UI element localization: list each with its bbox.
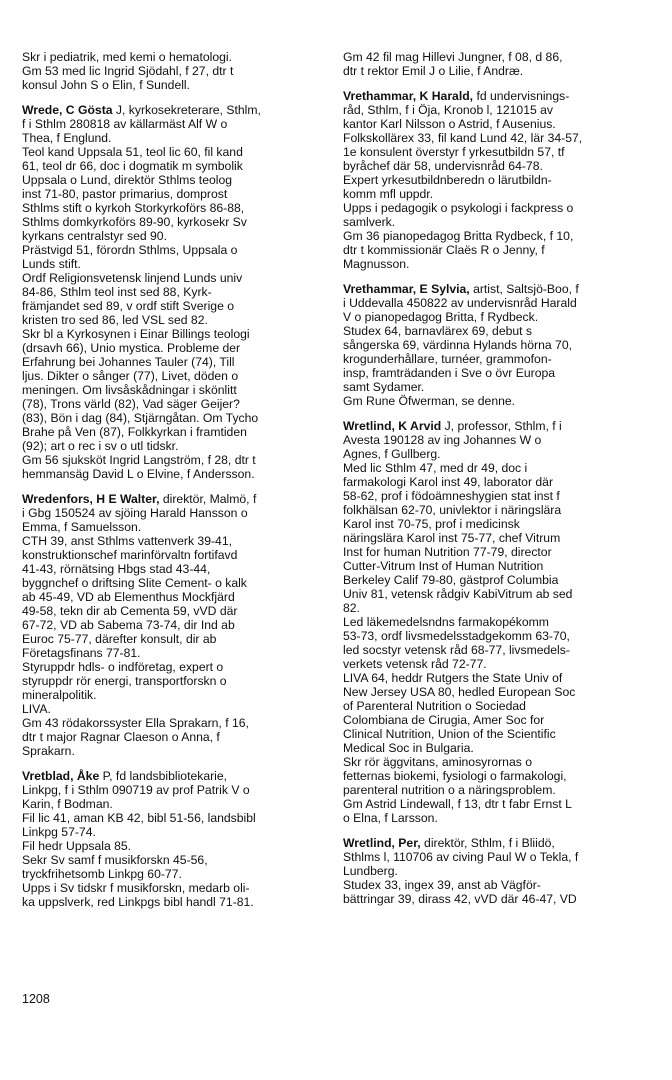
- entry-first-line: [22, 769, 322, 783]
- entry-line: of Parenteral Nutrition o Sociedad: [343, 699, 526, 713]
- entry-text: fd undervisnings-: [473, 89, 570, 103]
- entry: [22, 492, 322, 758]
- entry-line: Fil hedr Uppsala 85.: [22, 839, 132, 853]
- page-number: 1208: [22, 992, 50, 1006]
- entry-line: kristen tro sed 86, led VSL sed 82.: [22, 313, 208, 327]
- entry-name-heading: Vrethammar, K Harald,: [343, 89, 474, 103]
- entry-line: Gm 53 med lic Ingrid Sjödahl, f 27, dtr t: [22, 64, 234, 78]
- entry-line: i Gbg 150524 av sjöing Harald Hansson o: [22, 506, 248, 520]
- entry-line: Teol kand Uppsala 51, teol lic 60, fil kand: [22, 145, 243, 159]
- entry-line: Fil lic 41, aman KB 42, bibl 51-56, landsbibl: [22, 811, 256, 825]
- entry-line: näringslära Karol inst 75-77, chef Vitrum: [343, 531, 561, 545]
- entry-line: Lundberg.: [343, 864, 398, 878]
- entry-line: Colombiana de Cirugia, Amer Soc for: [343, 713, 545, 727]
- entry-line: Skr i pediatrik, med kemi o hematologi.: [22, 50, 232, 64]
- entry-first-line: [22, 103, 322, 117]
- entry: [343, 282, 643, 408]
- entry-line: Led läkemedelsndns farmakopékomm: [343, 615, 549, 629]
- entry-line: Thea, f Englund.: [22, 131, 112, 145]
- entry-line: ab 45-49, VD ab Elementhus Mockfjärd: [22, 590, 235, 604]
- entry-line: Upps i Sv tidskr f musikforskn, medarb oli-: [22, 881, 250, 895]
- entry-line: komm mfl uppdr.: [343, 187, 434, 201]
- entry-line: parenteral nutrition o a näringsproblem.: [343, 783, 556, 797]
- entry-line: 53-73, ordf livsmedelsstadgekomm 63-70,: [343, 629, 570, 643]
- entry-line: Studex 64, barnavlärex 69, debut s: [343, 324, 533, 338]
- entry: [22, 769, 322, 909]
- entry-text: direktör, Sthlm, f i Bliidö,: [420, 836, 555, 850]
- entry-line: CTH 39, anst Sthlms vattenverk 39-41,: [22, 534, 232, 548]
- entry-line: hemmansäg David L o Elvine, f Andersson.: [22, 467, 255, 481]
- entry-line: dtr t major Ragnar Claeson o Anna, f: [22, 730, 220, 744]
- entry-name-heading: Wredenfors, H E Walter,: [22, 492, 160, 506]
- entry-line: Med lic Sthlm 47, med dr 49, doc i: [343, 461, 528, 475]
- entry-text: J, kyrkosekreterare, Sthlm,: [112, 103, 261, 117]
- entry-line: Upps i pedagogik o psykologi i fackpress o: [343, 201, 574, 215]
- entry-line: mineralpolitik.: [22, 688, 97, 702]
- entry-line: V o pianopedagog Britta, f Rydbeck.: [343, 310, 539, 324]
- entry-line: Gm Astrid Lindewall, f 13, dtr t fabr Ernst L: [343, 797, 572, 811]
- entry-line: Prästvigd 51, förordn Sthlms, Uppsala o: [22, 243, 238, 257]
- entry-line: Sprakarn.: [22, 744, 75, 758]
- entry-first-line: [22, 492, 322, 506]
- entry-line: verkets vetensk råd 72-77.: [343, 657, 487, 671]
- entry-line: led socstyr vetensk råd 68-77, livsmedels-: [343, 643, 570, 657]
- entry-line: 61, teol dr 66, doc i dogmatik m symbolik: [22, 159, 243, 173]
- entry-text: artist, Saltsjö-Boo, f: [469, 282, 579, 296]
- entry-line: 84-86, Sthlm teol inst sed 88, Kyrk-: [22, 285, 212, 299]
- entry-line: ka uppslverk, red Linkpgs bibl handl 71-81.: [22, 895, 254, 909]
- entry-line: 1e konsulent överstyr f yrkesutbildn 57, tf: [343, 145, 565, 159]
- entry-line: Expert yrkesutbildnberedn o lärutbildn-: [343, 173, 552, 187]
- entry-line: dtr t kommissionär Claës R o Jenny, f: [343, 243, 545, 257]
- entry-line: Cutter-Vitrum Inst of Human Nutrition: [343, 559, 544, 573]
- entry-first-line: [343, 89, 643, 103]
- entry-line: kantor Karl Nilsson o Astrid, f Ausenius.: [343, 117, 556, 131]
- entry-line: råd, Sthlm, f i Öja, Kronob l, 121015 av: [343, 103, 554, 117]
- entry-line: Linkpg 57-74.: [22, 825, 96, 839]
- entry-line: Erfahrung bei Johannes Tauler (74), Till: [22, 355, 235, 369]
- entry-name-heading: Wretlind, K Arvid: [343, 419, 442, 433]
- entry-line: tryckfrihetsomb Linkpg 60-77.: [22, 867, 182, 881]
- entry-line: sångerska 69, värdinna Hylands hörna 70,: [343, 338, 572, 352]
- entry-line: byggnchef o driftsing Slite Cement- o kalk: [22, 576, 247, 590]
- entry: [343, 836, 643, 906]
- entry-line: Styruppdr hdls- o indföretag, expert o: [22, 660, 224, 674]
- entry-line: Gm 56 sjuksköt Ingrid Langström, f 28, dtr t: [22, 453, 256, 467]
- entry-name-heading: Wretlind, Per,: [343, 836, 421, 850]
- entry-line: Brahe på Ven (87), Folkkyrkan i framtiden: [22, 425, 247, 439]
- entry-line: Avesta 190128 av ing Johannes W o: [343, 433, 542, 447]
- entry-text: J, professor, Sthlm, f i: [441, 419, 562, 433]
- left-column: [22, 50, 322, 920]
- entry-line: bättringar 39, dirass 42, vVD där 46-47, VD: [343, 892, 577, 906]
- entry-line: Sthlms l, 110706 av civing Paul W o Tekla, f: [343, 850, 579, 864]
- entry-line: 49-58, tekn dir ab Cementa 59, vVD där: [22, 604, 238, 618]
- entry-first-line: [343, 836, 643, 850]
- entry-line: Studex 33, ingex 39, anst ab Vägför-: [343, 878, 541, 892]
- entry-line: 67-72, VD ab Sabema 73-74, dir Ind ab: [22, 618, 235, 632]
- entry-line: Agnes, f Gullberg.: [343, 447, 441, 461]
- entry-line: styruppdr rör energi, transportforskn o: [22, 674, 227, 688]
- entry-line: Företagsfinans 77-81.: [22, 646, 141, 660]
- entry: [343, 419, 643, 825]
- entry-line: Lunds stift.: [22, 257, 81, 271]
- entry-line: konsul John S o Elin, f Sundell.: [22, 78, 191, 92]
- entry-line: krogunderhållare, turnéer, grammofon-: [343, 352, 552, 366]
- entry-line: insp, framträdanden i Sve o övr Europa: [343, 366, 556, 380]
- entry-line: Sthlms domkyrkoförs 89-90, kyrkosekr Sv: [22, 215, 247, 229]
- entry-line: meningen. Om livsåskådningar i skönlitt: [22, 383, 237, 397]
- entry-text: direktör, Malmö, f: [159, 492, 257, 506]
- entry: [343, 50, 643, 78]
- entry-line: Skr bl a Kyrkosynen i Einar Billings teologi: [22, 327, 250, 341]
- entry-line: LIVA 64, heddr Rutgers the State Univ of: [343, 671, 563, 685]
- entry-line: Magnusson.: [343, 257, 410, 271]
- entry-line: Sthlms stift o kyrkoh Storkyrkoförs 86-88,: [22, 201, 245, 215]
- entry-line: farmakologi Karol inst 49, laborator där: [343, 475, 554, 489]
- entry-line: Gm Rune Öfwerman, se denne.: [343, 394, 516, 408]
- entry-line: Gm 43 rödakorssyster Ella Sprakarn, f 16,: [22, 716, 249, 730]
- entry-line: Emma, f Samuelsson.: [22, 520, 142, 534]
- entry-line: Linkpg, f i Sthlm 090719 av prof Patrik V o: [22, 783, 250, 797]
- entry: [22, 103, 322, 481]
- entry-line: Berkeley Calif 79-80, gästprof Columbia: [343, 573, 559, 587]
- entry-line: samlverk.: [343, 215, 396, 229]
- entry-first-line: [343, 282, 643, 296]
- right-column: [343, 50, 643, 917]
- entry-line: Gm 42 fil mag Hillevi Jungner, f 08, d 86,: [343, 50, 563, 64]
- entry-line: (78), Trons värld (82), Vad säger Geijer?: [22, 397, 240, 411]
- entry: [343, 89, 643, 271]
- entry-line: konstruktionschef marinförvaltn fortifavd: [22, 548, 238, 562]
- entry-name-heading: Vrethammar, E Sylvia,: [343, 282, 470, 296]
- entry-line: 41-43, rörnätsing Hbgs stad 43-44,: [22, 562, 211, 576]
- entry-line: o Elna, f Larsson.: [343, 811, 438, 825]
- entry-line: Karol inst 70-75, prof i medicinsk: [343, 517, 520, 531]
- entry-line: Clinical Nutrition, Union of the Scientific: [343, 727, 556, 741]
- entry-line: folkhälsan 62-70, univlektor i näringslära: [343, 503, 562, 517]
- entry: [22, 50, 322, 92]
- entry-line: byråchef där 58, undervisnråd 64-78.: [343, 159, 543, 173]
- entry-name-heading: Vretblad, Åke: [22, 769, 100, 783]
- entry-line: dtr t rektor Emil J o Lilie, f Andræ.: [343, 64, 524, 78]
- entry-line: Karin, f Bodman.: [22, 797, 113, 811]
- entry-line: Gm 36 pianopedagog Britta Rydbeck, f 10,: [343, 229, 574, 243]
- entry-line: fetternas biokemi, fysiologi o farmakologi,: [343, 769, 567, 783]
- entry-text: P, fd landsbibliotekarie,: [99, 769, 228, 783]
- entry-line: Euroc 75-77, därefter konsult, dir ab: [22, 632, 217, 646]
- entry-line: kyrkans centralstyr sed 90.: [22, 229, 167, 243]
- entry-line: Univ 81, vetensk rådgiv KabiVitrum ab sed: [343, 587, 573, 601]
- entry-line: Inst for human Nutrition 77-79, director: [343, 545, 552, 559]
- entry-line: (92); art o rec i sv o utl tidskr.: [22, 439, 179, 453]
- entry-first-line: [343, 419, 643, 433]
- entry-name-heading: Wrede, C Gösta: [22, 103, 113, 117]
- entry-line: New Jersey USA 80, hedled European Soc: [343, 685, 576, 699]
- entry-line: i Uddevalla 450822 av undervisnråd Harald: [343, 296, 577, 310]
- entry-line: f i Sthlm 280818 av källarmäst Alf W o: [22, 117, 228, 131]
- entry-line: Sekr Sv samf f musikforskn 45-56,: [22, 853, 208, 867]
- entry-line: (drsavh 66), Unio mystica. Probleme der: [22, 341, 241, 355]
- entry-line: inst 71-80, pastor primarius, domprost: [22, 187, 228, 201]
- entry-line: LIVA.: [22, 702, 51, 716]
- entry-line: samt Sydamer.: [343, 380, 425, 394]
- entry-line: främjandet sed 89, v ordf stift Sverige o: [22, 299, 235, 313]
- entry-line: 58-62, prof i födoämneshygien stat inst f: [343, 489, 560, 503]
- entry-line: Skr rör äggvitans, aminosyrornas o: [343, 755, 532, 769]
- entry-line: Folkskollärex 33, fil kand Lund 42, lär 34-57,: [343, 131, 583, 145]
- entry-line: 82.: [343, 601, 360, 615]
- entry-line: Ordf Religionsvetensk linjend Lunds univ: [22, 271, 243, 285]
- entry-line: Medical Soc in Bulgaria.: [343, 741, 474, 755]
- entry-line: ljus. Dikter o sånger (77), Livet, döden o: [22, 369, 239, 383]
- entry-line: (83), Bön i dag (84), Stjärngåtan. Om Tycho: [22, 411, 259, 425]
- entry-line: Uppsala o Lund, direktör Sthlms teolog: [22, 173, 233, 187]
